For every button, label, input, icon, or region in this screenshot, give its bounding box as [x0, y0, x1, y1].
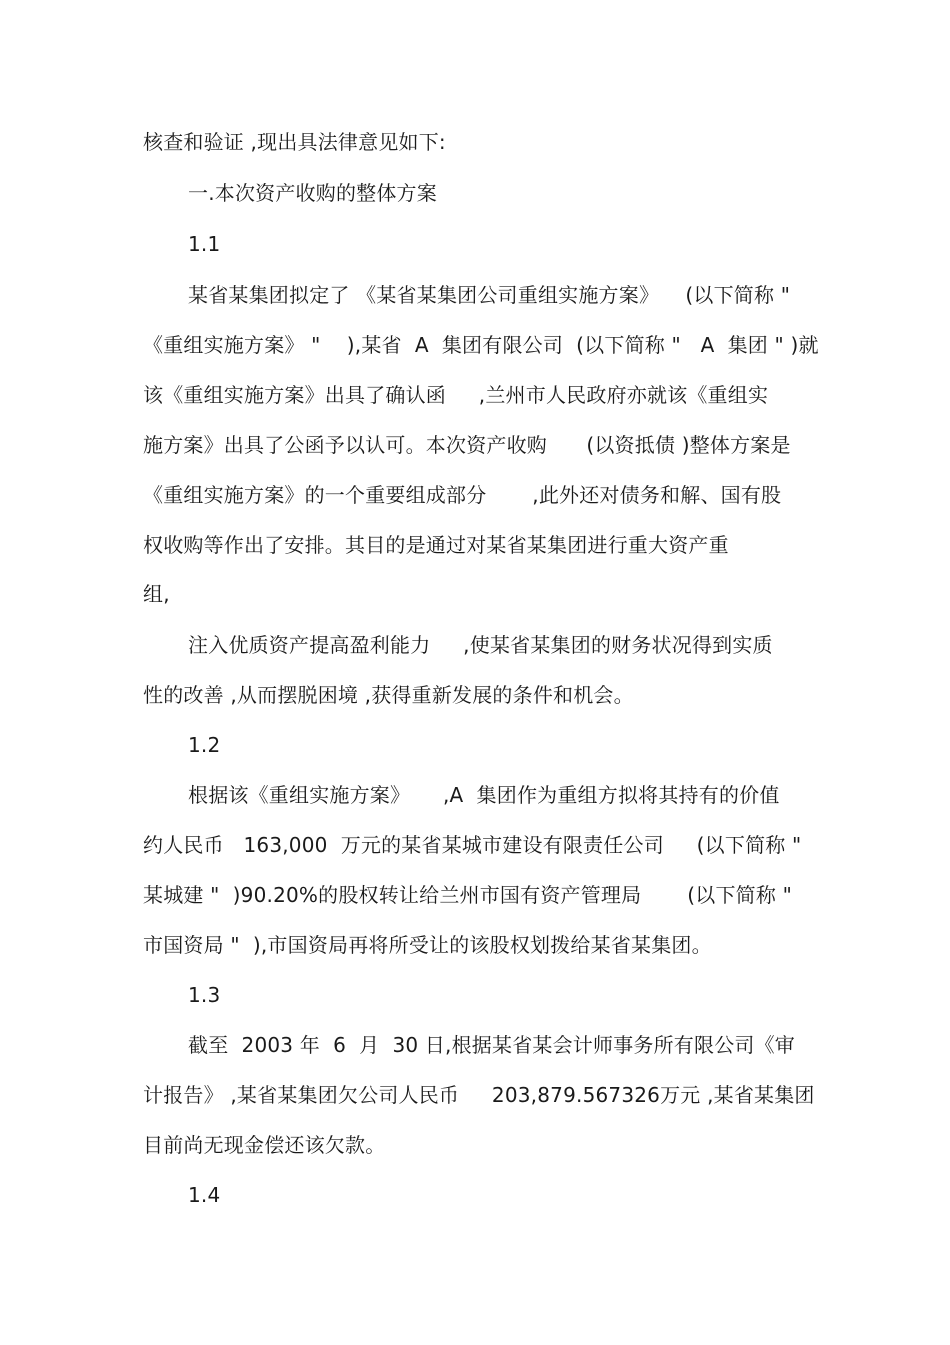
clause-number: 1.4: [188, 1183, 221, 1207]
text-line: 计报告》 ,某省某集团欠公司人民币 203,879.567326万元 ,某省某集团: [143, 1083, 815, 1107]
text-line: 截至 2003 年 6 月 30 日,根据某省某会计师事务所有限公司《审: [188, 1033, 796, 1057]
text-line: 注入优质资产提高盈利能力 ,使某省某集团的财务状况得到实质: [188, 633, 773, 657]
text-line: 市国资局 " ),市国资局再将所受让的该股权划拨给某省某集团。: [143, 933, 712, 957]
text-line: 组,: [143, 582, 170, 606]
text-line: 施方案》出具了公函予以认可。本次资产收购 (以资抵债 )整体方案是: [143, 433, 791, 457]
text-line: 《重组实施方案》的一个重要组成部分 ,此外还对债务和解、国有股: [143, 483, 782, 507]
section-heading: 一.本次资产收购的整体方案: [188, 181, 437, 205]
text-line: 目前尚无现金偿还该欠款。: [143, 1133, 386, 1157]
clause-number: 1.2: [188, 733, 221, 757]
text-line: 《重组实施方案》 " ),某省 A 集团有限公司 (以下简称 " A 集团 " )就: [143, 333, 819, 357]
text-line: 约人民币 163,000 万元的某省某城市建设有限责任公司 (以下简称 ": [143, 833, 802, 857]
text-line: 性的改善 ,从而摆脱困境 ,获得重新发展的条件和机会。: [143, 683, 634, 707]
text-line: 核查和验证 ,现出具法律意见如下:: [143, 130, 446, 154]
text-line: 该《重组实施方案》出具了确认函 ,兰州市人民政府亦就该《重组实: [143, 383, 769, 407]
text-line: 某城建 " )90.20%的股权转让给兰州市国有资产管理局 (以下简称 ": [143, 883, 792, 907]
text-line: 某省某集团拟定了 《某省某集团公司重组实施方案》 (以下简称 ": [188, 283, 791, 307]
clause-number: 1.3: [188, 983, 221, 1007]
text-line: 权收购等作出了安排。其目的是通过对某省某集团进行重大资产重: [143, 533, 729, 557]
clause-number: 1.1: [188, 232, 221, 256]
text-line: 根据该《重组实施方案》 ,A 集团作为重组方拟将其持有的价值: [188, 783, 780, 807]
